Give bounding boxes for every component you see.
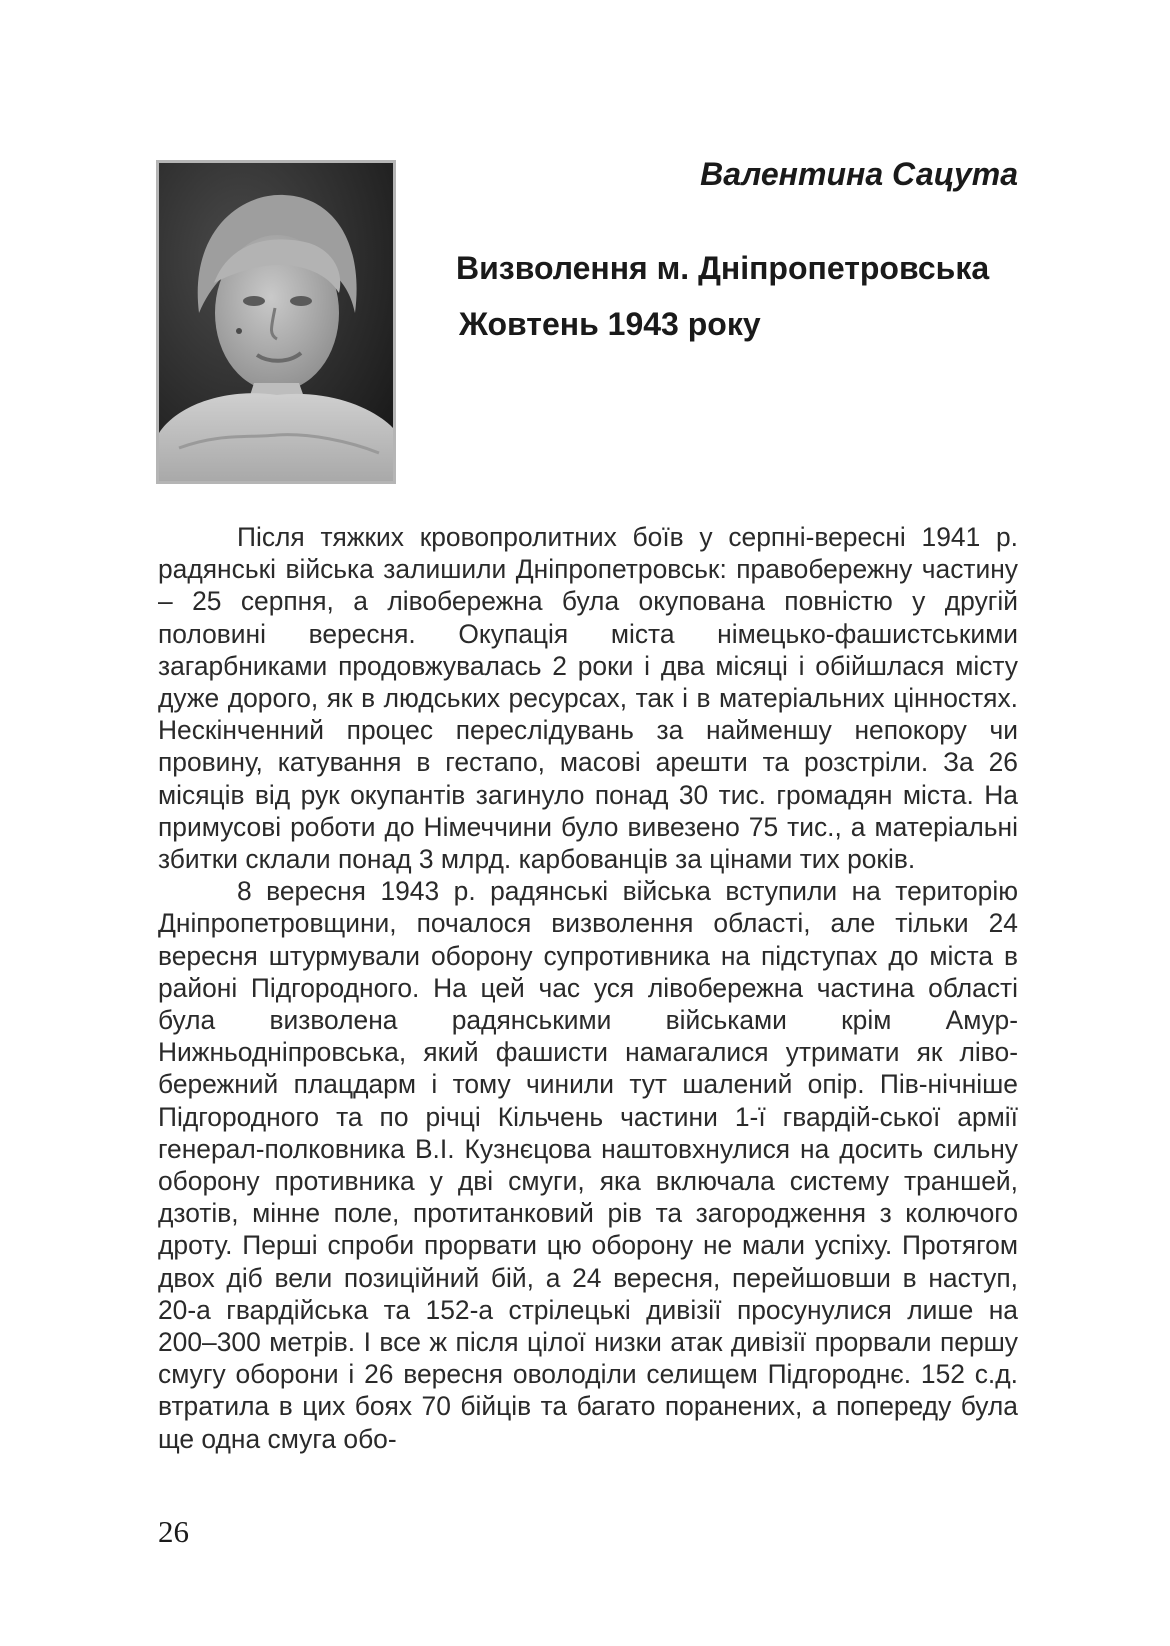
page-number: 26 bbox=[158, 1514, 189, 1549]
article-subtitle: Жовтень 1943 року bbox=[459, 306, 761, 342]
paragraph: 8 вересня 1943 р. радянські війська вступили на територію Дніпропетровщини, почалося визволення області, але тільки 24 вересня штурмували оборону супротивника на підступах до міста в районі Підгородного. На цей час уся лівобережна частина області була визволена радянськими військами крім Амур-Нижньодніпровська, який фашисти намагалися утримати як лівобережний плацдарм і тому чинили тут шалений опір. Пів-нічніше Підгородного та по річці Кільчень частини 1-ї гвардій-ської армії генерал-полковника В.І. Кузнєцова наштовхнулися на досить сильну оборону противника у дві смуги, яка включала систему траншей, дзотів, мінне поле, протитанковий рів та загородження з колючого дроту. Перші спроби прорвати цю оборону не мали успіху. Протягом двох діб вели позиційний бій, а 24 вересня, перейшовши в наступ, 20-а гвардійська та 152-а стрілецькі дивізії просунулися лише на 200–300 метрів. І все ж після цілої низки атак дивізії прорвали першу смугу оборони і 26 вересня оволоділи селищем Підгороднє. 152 с.д. втратила в цих боях 70 бійців та багато поранених, а попереду була ще одна смуга обо- bbox=[158, 876, 1018, 1454]
paragraph: Після тяжких кровопролитних боїв у серпні-вересні 1941 р. радянські війська залишили Дніпропетровськ: правобережну частину – 25 серпня, а лівобережна була окупована повністю у другій половині вересня. Окупація міста німецько-фашистськими загарбниками продовжувалась 2 роки і два місяці і обійшлася місту дуже дорого, як в людських ресурсах, так і в матеріальних цінностях. Нескінченний процес переслідувань за найменшу непокору чи провину, катування в гестапо, масові арешти та розстріли. За 26 місяців від рук окупантів загинуло понад 30 тис. громадян міста. На примусові роботи до Німеччини було вивезено 75 тис., а матеріальні збитки склали понад 3 млрд. карбованців за цінами тих років. bbox=[158, 522, 1018, 875]
article-body bbox=[158, 521, 1018, 1455]
author-photo bbox=[156, 160, 396, 484]
article-title: Визволення м. Дніпропетровська bbox=[456, 250, 990, 286]
author-portrait-icon bbox=[159, 163, 393, 481]
author-name: Валентина Сацута bbox=[700, 156, 1018, 192]
